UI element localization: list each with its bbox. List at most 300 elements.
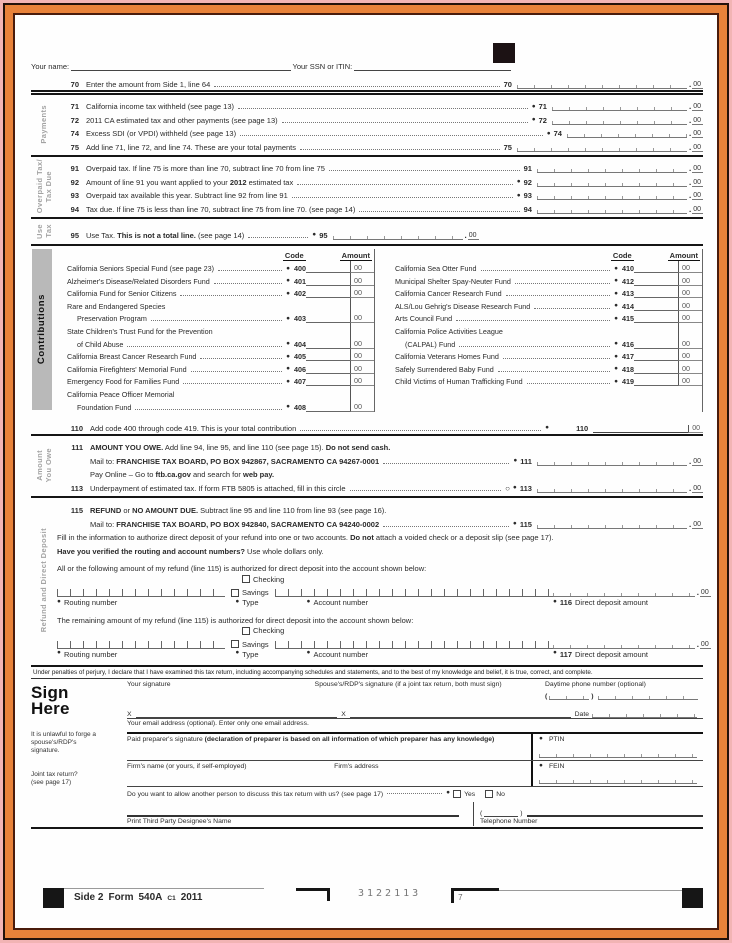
line-92-row xyxy=(57,173,703,187)
amount-field-95[interactable] xyxy=(333,232,463,240)
line-number-right: 92 xyxy=(523,177,532,187)
x-mark-1: X xyxy=(127,710,132,718)
savings-label-2: Savings xyxy=(242,639,269,649)
cents-label: 00 xyxy=(682,313,690,323)
phone-number-field[interactable] xyxy=(598,692,698,700)
cents-label: 00 xyxy=(354,338,362,348)
registration-mark-left xyxy=(43,888,64,908)
dd1-labels-row xyxy=(57,597,703,608)
paren-close: ) xyxy=(520,809,523,817)
fund-row-416-line2 xyxy=(383,336,702,349)
spouse-signature-label: Spouse's/RDP's signature (if a joint tax return, both must sign) xyxy=(314,680,502,688)
bullet-icon: ● xyxy=(235,597,240,605)
text-post: Subtract line 95 and line 110 from line 93 (see page 16). xyxy=(198,506,387,516)
text-mid: and search for xyxy=(190,470,243,480)
fein-field[interactable] xyxy=(539,776,697,784)
account-number-field[interactable] xyxy=(275,589,553,597)
firm-address-label: Firm's address xyxy=(334,762,379,770)
fund-cents-cell[interactable] xyxy=(678,361,702,374)
line-number: 113 xyxy=(70,483,83,493)
scan-border-inner xyxy=(13,13,719,930)
line-number-right: 74 xyxy=(553,129,562,138)
ssn-field[interactable] xyxy=(354,61,511,71)
fund-cents-cell[interactable] xyxy=(678,298,702,311)
amount-field-91[interactable] xyxy=(537,165,687,173)
amount-field-111[interactable] xyxy=(537,458,687,466)
remaining-row xyxy=(57,611,703,625)
bullet-icon: ● xyxy=(539,734,543,742)
scan-border-orange xyxy=(5,5,727,938)
fund-main xyxy=(55,314,350,323)
sign-here-title-2: Here xyxy=(31,698,70,718)
bullet-icon: ● xyxy=(512,484,517,492)
joint-note-line1: Joint tax return? xyxy=(31,771,78,779)
fund-cents-cell[interactable] xyxy=(678,336,702,349)
dot-leaders xyxy=(383,463,509,464)
checking-row xyxy=(57,573,703,585)
dd1-fields-row xyxy=(57,585,709,598)
fund-cents-cell[interactable] xyxy=(350,273,374,286)
unlawful-note: It is unlawful to forge a spouse's/RDP's signature. xyxy=(31,730,97,755)
dot-leaders xyxy=(329,170,520,171)
bullet-icon: ● xyxy=(546,129,551,137)
fund-amount-field[interactable] xyxy=(306,407,350,412)
line-text: Add code 400 through code 419. This is your total contribution xyxy=(90,423,297,433)
line-number: 110 xyxy=(70,423,83,433)
overpaid-label-1: Overpaid Tax/ xyxy=(35,159,44,214)
scan-border-dark xyxy=(3,3,729,940)
fund-row-400 xyxy=(55,261,374,274)
line-115-title-row xyxy=(57,502,703,516)
dd117-number: 117 xyxy=(559,649,572,659)
line-111-mail-row xyxy=(57,452,703,466)
text-bold: This is not a total line. xyxy=(117,230,196,240)
usetax-side xyxy=(31,220,57,243)
preparer-declaration: (declaration of preparer is based on all information of which preparer has any knowledge) xyxy=(204,735,495,743)
bullet-icon: ● xyxy=(539,761,543,769)
mail-text xyxy=(90,457,379,466)
amount-field-110[interactable] xyxy=(593,425,688,433)
spouse-signature-field[interactable] xyxy=(350,710,571,718)
dd-amount-field-117[interactable] xyxy=(553,641,695,649)
joint-note xyxy=(31,771,127,787)
line-text: Underpayment of estimated tax. If form FTB 5805 is attached, fill in this circle xyxy=(90,483,346,493)
text-bold-2: web pay. xyxy=(243,470,275,480)
fill-in-circle[interactable]: ○ xyxy=(505,483,510,493)
third-party-question: Do you want to allow another person to discuss this tax return with us? (see page 17) xyxy=(127,790,384,798)
checking-checkbox-2[interactable] xyxy=(242,627,250,635)
your-name-field[interactable] xyxy=(71,61,290,71)
bullet-icon: ● xyxy=(286,340,290,348)
footer-form-id xyxy=(64,888,264,903)
routing-number-field-2[interactable] xyxy=(57,641,225,649)
account-label: Account number xyxy=(313,598,369,608)
dot-leaders xyxy=(503,358,610,359)
line-95-row xyxy=(57,224,703,240)
dd-amount-field-116[interactable] xyxy=(553,589,695,597)
area-code-field[interactable] xyxy=(549,692,589,700)
fund-amount-field[interactable] xyxy=(634,381,678,386)
fund-row-415 xyxy=(383,311,702,324)
cents-label: 00 xyxy=(692,424,700,432)
decimal-point: . xyxy=(688,164,692,173)
signature-labels-row xyxy=(127,679,703,703)
type-label: Type xyxy=(242,598,259,608)
line-number: 111 xyxy=(71,443,83,453)
fund-cents-cell[interactable] xyxy=(350,399,374,412)
fund-name-2: Foundation Fund xyxy=(77,402,132,412)
dot-leaders xyxy=(383,526,509,527)
fund-cents-cell[interactable] xyxy=(678,273,702,286)
fund-cents-cell[interactable] xyxy=(350,286,374,299)
fund-name: State Children's Trust Fund for the Prevention xyxy=(67,327,213,337)
bullet-icon: ● xyxy=(57,597,61,605)
text-pre: Amount of line 91 you want applied to your xyxy=(86,177,230,187)
text-pre: Mail to: xyxy=(90,519,117,529)
bullet-icon: ● xyxy=(312,231,317,238)
preparer-block xyxy=(127,732,703,826)
line-number: 91 xyxy=(70,164,79,173)
fund-main xyxy=(55,327,350,336)
bottom-rule xyxy=(31,827,703,829)
perjury-statement: Under penalties of perjury, I declare that I have examined this tax return, including accompanying schedules and statements, and to the best of my knowledge and belief, it is true, correct, and complete. xyxy=(33,668,593,676)
line-number-right: 75 xyxy=(503,142,512,152)
cents-71: 00 xyxy=(693,103,701,110)
owe-section xyxy=(31,437,703,495)
line110-side xyxy=(31,418,57,433)
fund-name: California Cancer Research Fund xyxy=(395,289,502,299)
third-party-row xyxy=(127,786,703,802)
fund-code: 407 xyxy=(294,377,306,387)
fund-code: 402 xyxy=(294,289,306,299)
firm-address-cell xyxy=(334,761,531,786)
fund-header xyxy=(55,249,374,261)
fund-cents-cell-empty xyxy=(350,323,374,336)
fund-cents-cell[interactable] xyxy=(350,349,374,362)
date-field[interactable] xyxy=(592,710,697,718)
fund-code: 405 xyxy=(294,352,306,362)
bullet-icon: ● xyxy=(286,365,290,373)
telephone-number-field[interactable] xyxy=(527,810,703,817)
fund-cents-cell[interactable] xyxy=(350,311,374,324)
verify-row xyxy=(57,542,703,556)
dd116-label: Direct deposit amount xyxy=(575,598,648,608)
cents-label: 00 xyxy=(682,300,690,310)
bullet-icon: ● xyxy=(306,649,311,657)
bullet-icon: ● xyxy=(446,789,451,797)
fund-code: 408 xyxy=(294,402,306,412)
dot-leaders xyxy=(506,295,610,296)
cents-label: 00 xyxy=(682,351,690,361)
fund-code: 401 xyxy=(294,276,306,286)
contributions-label: Contributions xyxy=(36,294,48,365)
line-text: California income tax withheld (see page 13) xyxy=(86,102,234,111)
line-number-right: 72 xyxy=(538,115,547,125)
dot-leaders xyxy=(456,320,610,321)
decimal-point: . xyxy=(688,483,692,493)
account-label-2: Account number xyxy=(313,649,369,659)
text-post: Use whole dollars only. xyxy=(244,546,324,556)
sign-here-block xyxy=(31,678,703,826)
line-number-right: 111 xyxy=(520,456,532,466)
cents-label: 00 xyxy=(354,401,362,411)
dd117-label: Direct deposit amount xyxy=(575,649,648,659)
line-number: 75 xyxy=(70,142,79,152)
decimal-point: . xyxy=(688,129,692,138)
fund-column-right xyxy=(383,249,703,412)
ptin-label-row xyxy=(539,736,703,744)
savings-wrap xyxy=(231,588,269,597)
fund-main xyxy=(383,277,678,286)
section-rule xyxy=(31,496,703,498)
amount-field-75[interactable] xyxy=(517,144,687,152)
fund-row-404-line2 xyxy=(55,336,374,349)
text-bold: Do not xyxy=(350,533,374,543)
line-number: 94 xyxy=(70,204,79,214)
amount-field-74[interactable] xyxy=(567,130,687,138)
dd2-fields-row xyxy=(57,637,709,649)
fund-cents-cell[interactable] xyxy=(678,286,702,299)
bullet-icon: ● xyxy=(531,116,536,123)
contributions-section xyxy=(31,247,703,412)
decimal-point: . xyxy=(688,102,692,111)
text-post: attach a voided check or a deposit slip (see page 17). xyxy=(373,533,554,543)
text-pre: Use Tax. xyxy=(86,230,118,240)
ftb-url[interactable]: ftb.ca.gov xyxy=(155,470,191,480)
footer-line-right xyxy=(499,890,682,891)
designee-name-field[interactable] xyxy=(127,809,459,817)
your-signature-field[interactable] xyxy=(136,710,338,718)
no-checkbox[interactable] xyxy=(485,790,493,798)
fund-code: 406 xyxy=(294,364,306,374)
bullet-icon: ● xyxy=(286,403,290,411)
fein-label: FEIN xyxy=(548,762,565,770)
text-bold-2: Do not send cash. xyxy=(325,443,391,453)
amount-field-72[interactable] xyxy=(552,117,687,125)
line-71-row xyxy=(57,98,703,112)
fund-cents-cell-empty xyxy=(678,323,702,336)
joint-note-line2: (see page 17) xyxy=(31,779,72,787)
fund-name: Safely Surrendered Baby Fund xyxy=(395,364,494,374)
fund-row-418 xyxy=(383,361,702,374)
fund-main xyxy=(55,277,350,286)
bullet-icon: ● xyxy=(286,264,290,272)
verify-text xyxy=(57,547,324,556)
line-115-mail-row xyxy=(57,515,703,529)
refund-label: Refund and Direct Deposit xyxy=(39,528,49,633)
savings-checkbox[interactable] xyxy=(231,589,239,597)
bullet-icon: ● xyxy=(513,457,518,465)
text-pre: Mail to: xyxy=(90,456,117,466)
telephone-fields xyxy=(480,810,703,817)
fein-label-row xyxy=(539,763,703,771)
mail-text xyxy=(90,520,379,529)
telephone-area-field[interactable] xyxy=(484,810,518,817)
line-number-right: 93 xyxy=(523,191,532,200)
phone-cell xyxy=(545,679,703,703)
cents-93: 00 xyxy=(693,192,701,199)
line-91-row xyxy=(57,160,703,174)
line-number: 70 xyxy=(70,79,79,89)
bullet-icon: ● xyxy=(552,597,557,605)
fund-cents-cell[interactable] xyxy=(678,261,702,274)
routing-number-field[interactable] xyxy=(57,589,225,597)
fund-main xyxy=(55,390,350,399)
ptin-field[interactable] xyxy=(539,750,697,758)
refund-side xyxy=(31,499,57,662)
fund-name-2: of Child Abuse xyxy=(77,339,124,349)
savings-wrap-2 xyxy=(231,640,269,649)
cents-95: 00 xyxy=(468,231,477,239)
bullet-icon: ● xyxy=(286,377,290,385)
bullet-icon: ● xyxy=(531,102,536,110)
text-bold-2: NO AMOUNT DUE. xyxy=(132,506,199,516)
text-post: (see page 14) xyxy=(195,230,245,240)
fund-row-401 xyxy=(55,273,374,286)
amount-field-70[interactable] xyxy=(517,81,687,89)
fund-cents-cell[interactable] xyxy=(350,374,374,387)
fund-code: 400 xyxy=(294,264,306,274)
fund-cents-cell[interactable] xyxy=(350,261,374,274)
telephone-cell xyxy=(473,802,703,826)
telephone-label: Telephone Number xyxy=(480,817,538,825)
amount-field-71[interactable] xyxy=(552,103,687,111)
fund-name: California Veterans Homes Fund xyxy=(395,352,499,362)
fund-cents-cell[interactable] xyxy=(678,311,702,324)
section-rule xyxy=(31,665,703,667)
dot-leaders xyxy=(248,237,308,238)
cents-117: 00 xyxy=(700,640,709,648)
fund-row-408-line1 xyxy=(55,386,374,399)
cents-label: 00 xyxy=(682,338,690,348)
fund-cents-cell[interactable] xyxy=(678,349,702,362)
bullet-icon: ● xyxy=(614,314,618,322)
cents-label: 00 xyxy=(354,288,362,298)
fund-header xyxy=(383,249,702,261)
yes-checkbox[interactable] xyxy=(453,790,461,798)
dot-leaders xyxy=(515,283,610,284)
cents-94: 00 xyxy=(693,205,701,213)
fill-info-row xyxy=(57,529,703,543)
fund-main xyxy=(383,365,678,374)
cents-label: 00 xyxy=(354,313,362,323)
section-rule xyxy=(31,217,703,219)
owe-label-2: You Owe xyxy=(43,448,53,483)
dot-leaders xyxy=(151,320,282,321)
phone-fields xyxy=(545,688,703,700)
amount-field-93[interactable] xyxy=(537,192,687,200)
bullet-icon: ● xyxy=(614,377,618,385)
amount-field-115[interactable] xyxy=(537,521,687,529)
usetax-label-1: Use xyxy=(35,223,44,239)
line-text: Tax due. If line 75 is less than line 70, subtract line 75 from line 70. (see page 14) xyxy=(86,204,356,214)
dot-leaders xyxy=(300,149,500,150)
line-number-right: 95 xyxy=(319,230,328,240)
line-number-right: 110 xyxy=(576,423,589,433)
footer-side-label: Side 2 xyxy=(74,892,104,903)
line-74-row xyxy=(57,125,703,139)
line-number-right: 113 xyxy=(519,483,532,493)
amount-field-94[interactable] xyxy=(537,206,687,214)
fund-code: 419 xyxy=(622,377,634,387)
fund-name: California Fund for Senior Citizens xyxy=(67,289,177,299)
bullet-icon: ● xyxy=(57,649,61,657)
dd116-number: 116 xyxy=(559,598,572,608)
cents-75: 00 xyxy=(693,143,701,151)
pay-online-text xyxy=(90,470,274,479)
bullet-icon: ● xyxy=(545,424,550,432)
footer-c1-label: C1 xyxy=(167,895,176,902)
fund-row-417 xyxy=(383,349,702,362)
routing-label: Routing number xyxy=(63,598,118,608)
dot-leaders xyxy=(481,270,611,271)
amount-field-113[interactable] xyxy=(537,485,687,493)
x-mark-2: X xyxy=(341,710,346,718)
amount-field-92[interactable] xyxy=(537,179,687,187)
bullet-icon: ● xyxy=(614,264,618,272)
dot-leaders xyxy=(240,135,543,136)
dot-leaders xyxy=(350,490,502,491)
remaining-text: The remaining amount of my refund (line 115) is authorized for direct deposit into the account shown below: xyxy=(57,615,414,625)
ssn-label: Your SSN or ITIN: xyxy=(292,62,353,71)
dot-leaders xyxy=(191,371,282,372)
sign-here-title-1: Sign xyxy=(31,682,69,702)
cents-label: 00 xyxy=(354,275,362,285)
savings-checkbox-2[interactable] xyxy=(231,640,239,648)
line-number: 74 xyxy=(70,129,79,138)
dot-leaders xyxy=(282,122,528,123)
fund-main xyxy=(383,352,678,361)
decimal-point: . xyxy=(464,230,467,240)
fund-row-405 xyxy=(55,349,374,362)
usetax-section xyxy=(31,220,703,243)
fund-code: 417 xyxy=(622,352,634,362)
decimal-point: . xyxy=(688,79,692,89)
amount-header: Amount xyxy=(341,250,370,260)
line-75-row xyxy=(57,138,703,152)
cents-label: 00 xyxy=(682,288,690,298)
fund-cents-cell[interactable] xyxy=(678,374,702,387)
payments-section xyxy=(31,96,703,154)
code-header: Code xyxy=(284,250,304,260)
text-pre: Pay Online – Go to xyxy=(90,470,156,480)
owe-side xyxy=(31,437,57,495)
cents-label: 00 xyxy=(682,263,690,273)
bullet-icon: ● xyxy=(614,365,618,373)
line-number: 71 xyxy=(70,102,79,111)
line-111-title-row xyxy=(57,439,703,453)
fund-code: 415 xyxy=(622,314,634,324)
checking-checkbox[interactable] xyxy=(242,575,250,583)
dot-leaders xyxy=(387,793,442,794)
bullet-icon: ● xyxy=(286,352,290,360)
date-label: Date xyxy=(574,710,589,718)
type-label-2: Type xyxy=(242,649,259,659)
checking-label: Checking xyxy=(253,574,285,584)
fund-name: California Peace Officer Memorial xyxy=(67,390,175,400)
account-number-field-2[interactable] xyxy=(275,641,553,649)
fund-cents-cell[interactable] xyxy=(350,361,374,374)
checking-label-2: Checking xyxy=(253,626,285,636)
fund-main xyxy=(383,377,678,386)
fund-name: California Police Activities League xyxy=(395,327,503,337)
fund-cents-cell[interactable] xyxy=(350,336,374,349)
dot-leaders xyxy=(534,308,610,309)
line-text: Add line 71, line 72, and line 74. These are your total payments xyxy=(86,142,296,152)
fund-cents-cell-empty xyxy=(350,386,374,399)
line-text xyxy=(86,178,293,187)
sign-here-right xyxy=(127,679,703,826)
